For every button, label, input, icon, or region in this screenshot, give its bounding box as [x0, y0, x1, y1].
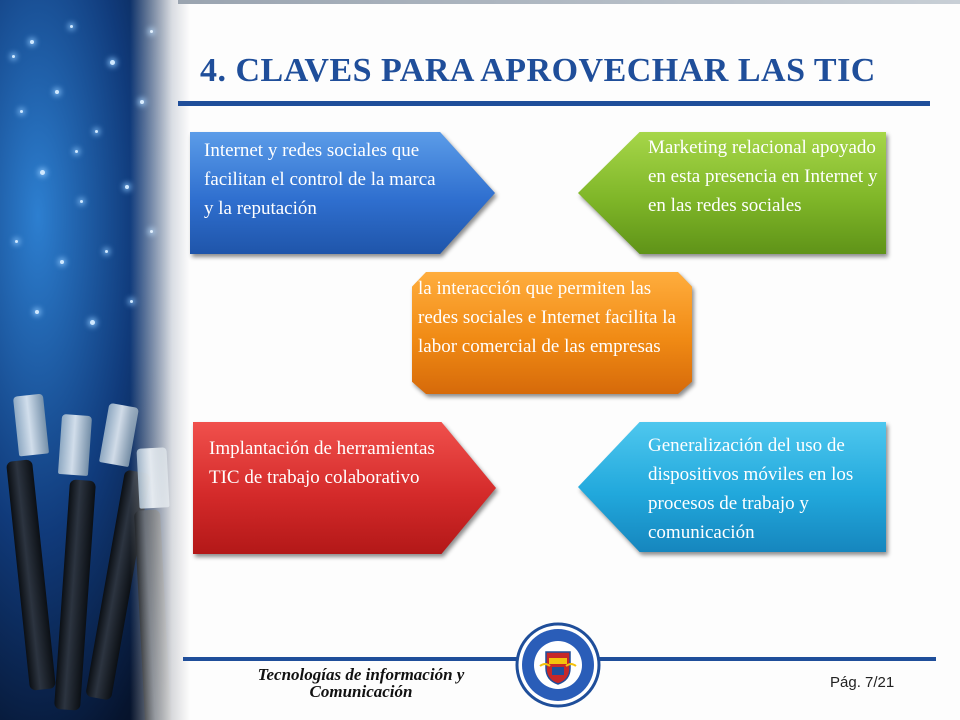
shape-text-interaccion: la interacción que permiten las redes sociales e Internet facilita la labor comercial de las empresas — [418, 278, 676, 357]
footer-course-title: Tecnologías de información y Comunicación — [257, 665, 465, 701]
photo-fade — [130, 0, 190, 720]
shape-text-internet: Internet y redes sociales que facilitan el control de la marca y la reputación — [204, 140, 436, 219]
shape-text-marketing: Marketing relacional apoyado en esta presencia en Internet y en las redes sociales — [648, 137, 878, 216]
title-underline — [178, 101, 930, 106]
university-seal-icon — [515, 622, 601, 708]
top-divider — [178, 0, 960, 4]
shape-text-generalizacion: Generalización del uso de dispositivos móviles en los procesos de trabajo y comunicación — [648, 435, 854, 543]
arrow-shape-implantacion — [193, 422, 496, 554]
arrow-shape-generalizacion — [578, 422, 886, 552]
arrow-shape-marketing — [578, 132, 886, 254]
fiber-optic-photo — [0, 0, 190, 720]
shape-text-implantacion: Implantación de herramientas TIC de trabajo colaborativo — [209, 438, 435, 488]
page-number: Pág. 7/21 — [830, 674, 895, 691]
arrow-shape-internet — [190, 132, 495, 254]
slide-title: 4. CLAVES PARA APROVECHAR LAS TIC — [200, 52, 876, 89]
box-shape-interaccion — [412, 272, 692, 394]
